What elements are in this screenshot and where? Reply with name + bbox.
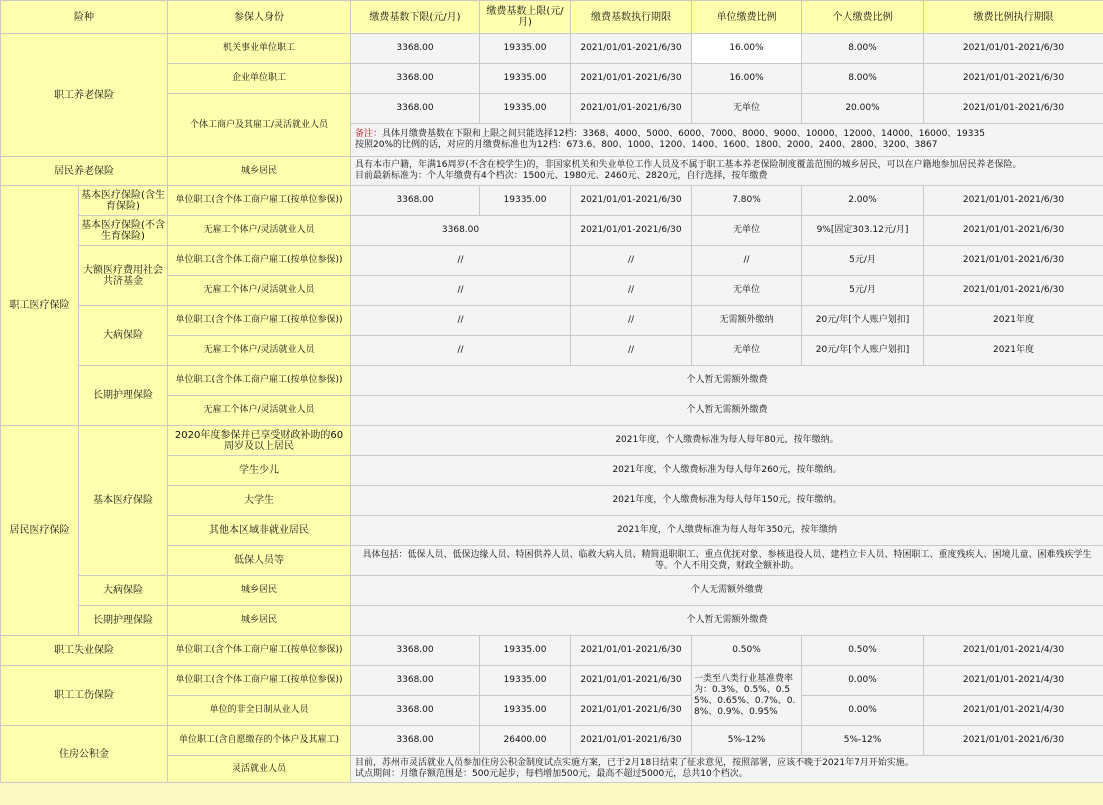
value-cell: 2021/01/01-2021/6/30 bbox=[924, 276, 1103, 306]
category-cell: 居民养老保险 bbox=[1, 157, 168, 186]
note-cell: 2021年度，个人缴费标准为每人每年80元，按年缴纳。 bbox=[351, 426, 1103, 456]
identity-cell: 城乡居民 bbox=[168, 606, 351, 636]
value-cell: 2021/01/01-2021/4/30 bbox=[924, 696, 1103, 726]
value-cell: // bbox=[351, 306, 571, 336]
header-cell: 缴费基数执行期限 bbox=[571, 1, 692, 34]
table-row bbox=[1, 366, 1103, 396]
value-cell: 2021/01/01-2021/4/30 bbox=[924, 666, 1103, 696]
value-cell: 2021年度 bbox=[924, 306, 1103, 336]
note-text: 目前最新标准为：个人年缴费有4个档次：1500元、1980元、2460元、2820元，自行选择，按年缴费 bbox=[355, 171, 768, 181]
value-cell: 0.50% bbox=[802, 636, 924, 666]
note-cell bbox=[351, 157, 1103, 186]
table-row bbox=[1, 306, 1103, 336]
value-cell: 2021/01/01-2021/6/30 bbox=[571, 94, 692, 124]
header-cell: 参保人身份 bbox=[168, 1, 351, 34]
value-cell: 3368.00 bbox=[351, 94, 480, 124]
value-cell: 16.00% bbox=[692, 34, 802, 64]
identity-cell: 城乡居民 bbox=[168, 157, 351, 186]
header-cell: 缴费基数下限(元/月) bbox=[351, 1, 480, 34]
value-cell: 2021/01/01-2021/6/30 bbox=[924, 94, 1103, 124]
value-cell: 5%-12% bbox=[802, 726, 924, 756]
category-cell: 居民医疗保险 bbox=[1, 426, 79, 636]
value-cell: 2021/01/01-2021/6/30 bbox=[571, 696, 692, 726]
table-row bbox=[1, 576, 1103, 606]
value-cell: 3368.00 bbox=[351, 64, 480, 94]
value-cell: // bbox=[351, 246, 571, 276]
table-row bbox=[1, 636, 1103, 666]
identity-cell: 大学生 bbox=[168, 486, 351, 516]
identity-cell: 单位的非全日制从业人员 bbox=[168, 696, 351, 726]
value-cell: 0.00% bbox=[802, 666, 924, 696]
value-cell: 2021/01/01-2021/6/30 bbox=[571, 186, 692, 216]
value-cell: 3368.00 bbox=[351, 216, 571, 246]
value-cell: 19335.00 bbox=[480, 34, 571, 64]
identity-cell: 城乡居民 bbox=[168, 576, 351, 606]
value-cell: 3368.00 bbox=[351, 34, 480, 64]
table-row bbox=[1, 246, 1103, 276]
value-cell: 19335.00 bbox=[480, 186, 571, 216]
value-cell: 19335.00 bbox=[480, 636, 571, 666]
note-cell bbox=[351, 756, 1103, 783]
category-cell: 住房公积金 bbox=[1, 726, 168, 783]
identity-cell: 机关事业单位职工 bbox=[168, 34, 351, 64]
value-cell: 2021/01/01-2021/6/30 bbox=[571, 666, 692, 696]
note-text: 具有本市户籍，年满16周岁(不含在校学生)的，非国家机关和失业单位工作人员及不属于职工基本养老保险制度覆盖范围的城乡居民，可以在户籍地参加居民养老保险。 bbox=[355, 160, 1022, 170]
value-cell: // bbox=[571, 336, 692, 366]
identity-cell: 单位职工(含个体工商户雇工(按单位参保)) bbox=[168, 636, 351, 666]
value-cell: 无单位 bbox=[692, 216, 802, 246]
value-cell: 2021/01/01-2021/6/30 bbox=[571, 216, 692, 246]
identity-cell: 无雇工个体户/灵活就业人员 bbox=[168, 396, 351, 426]
category-cell: 职工失业保险 bbox=[1, 636, 168, 666]
value-cell: 5元/月 bbox=[802, 276, 924, 306]
value-cell: 2021/01/01-2021/6/30 bbox=[571, 64, 692, 94]
value-cell: 无单位 bbox=[692, 276, 802, 306]
value-cell: 3368.00 bbox=[351, 186, 480, 216]
value-cell: 8.00% bbox=[802, 34, 924, 64]
note-cell: 个人暂无需额外缴费 bbox=[351, 366, 1103, 396]
value-cell: 2021/01/01-2021/6/30 bbox=[924, 246, 1103, 276]
identity-cell: 单位职工(含个体工商户雇工(按单位参保)) bbox=[168, 366, 351, 396]
value-cell: 3368.00 bbox=[351, 666, 480, 696]
table-row bbox=[1, 216, 1103, 246]
value-cell: 2021/01/01-2021/6/30 bbox=[571, 34, 692, 64]
value-cell: // bbox=[692, 246, 802, 276]
identity-cell: 个体工商户及其雇工/灵活就业人员 bbox=[168, 94, 351, 157]
identity-cell: 单位职工(含个体工商户雇工(按单位参保)) bbox=[168, 666, 351, 696]
subcategory-cell: 大病保险 bbox=[79, 576, 168, 606]
value-cell: 无需额外缴纳 bbox=[692, 306, 802, 336]
value-cell: 19335.00 bbox=[480, 666, 571, 696]
value-cell: 2021/01/01-2021/6/30 bbox=[924, 216, 1103, 246]
value-cell: 0.00% bbox=[802, 696, 924, 726]
value-cell: 20元/年[个人账户划扣] bbox=[802, 336, 924, 366]
category-cell: 职工养老保险 bbox=[1, 34, 168, 157]
value-cell: 无单位 bbox=[692, 94, 802, 124]
value-cell: // bbox=[571, 276, 692, 306]
subcategory-cell: 基本医疗保险 bbox=[79, 426, 168, 576]
value-cell: 2021/01/01-2021/6/30 bbox=[924, 726, 1103, 756]
identity-cell: 企业单位职工 bbox=[168, 64, 351, 94]
value-cell: 19335.00 bbox=[480, 64, 571, 94]
value-cell: // bbox=[351, 276, 571, 306]
value-cell: 20元/年[个人账户划扣] bbox=[802, 306, 924, 336]
note-text: 目前，苏州市灵活就业人员参加住房公积金制度试点实施方案，已于2月18日结束了征求意见，按照部署，应该不晚于2021年7月开始实施。 bbox=[355, 758, 914, 768]
note-cell: 2021年度，个人缴费标准为每人每年260元，按年缴纳。 bbox=[351, 456, 1103, 486]
value-cell: 2021/01/01-2021/6/30 bbox=[924, 186, 1103, 216]
subcategory-cell: 大病保险 bbox=[79, 306, 168, 366]
note-label: 备注： bbox=[355, 129, 383, 139]
value-cell: 3368.00 bbox=[351, 696, 480, 726]
category-cell: 职工工伤保险 bbox=[1, 666, 168, 726]
header-row bbox=[1, 1, 1103, 34]
identity-cell: 无雇工个体户/灵活就业人员 bbox=[168, 216, 351, 246]
identity-cell: 灵活就业人员 bbox=[168, 756, 351, 783]
value-cell: 2021年度 bbox=[924, 336, 1103, 366]
note-cell: 个人暂无需额外缴费 bbox=[351, 396, 1103, 426]
note-text: 按照20%的比例的话，对应的月缴费标准也为12档：673.6、800、1000、1200、1400、1600、1800、2000、2400、2800、3200、3867 bbox=[355, 140, 938, 150]
value-cell: 26400.00 bbox=[480, 726, 571, 756]
subcategory-cell: 大额医疗费用社会共济基金 bbox=[79, 246, 168, 306]
note-cell: 2021年度，个人缴费标准为每人每年350元，按年缴纳 bbox=[351, 516, 1103, 546]
table-row bbox=[1, 666, 1103, 696]
value-cell: 16.00% bbox=[692, 64, 802, 94]
identity-cell: 单位职工(含自愿缴存的个体户及其雇工) bbox=[168, 726, 351, 756]
subcategory-cell: 基本医疗保险(不含生育保险) bbox=[79, 216, 168, 246]
table-row bbox=[1, 426, 1103, 456]
value-cell: 19335.00 bbox=[480, 696, 571, 726]
table-row bbox=[1, 186, 1103, 216]
value-cell: 20.00% bbox=[802, 94, 924, 124]
value-cell: // bbox=[571, 246, 692, 276]
note-cell: 具体包括：低保人员、低保边缘人员、特困供养人员、临救大病人员、精简退职职工、重点优抚对象、参核退役人员、建档立卡人员、特困职工、重度残疾人、困境儿童、困难残疾学生等。个人不用交费，财政全额补助。 bbox=[351, 546, 1103, 576]
table-row bbox=[1, 157, 1103, 186]
value-cell: 2021/01/01-2021/6/30 bbox=[924, 64, 1103, 94]
header-cell: 缴费基数上限(元/月) bbox=[480, 1, 571, 34]
note-cell: 个人无需额外缴费 bbox=[351, 576, 1103, 606]
header-cell: 个人缴费比例 bbox=[802, 1, 924, 34]
value-cell: 5%-12% bbox=[692, 726, 802, 756]
identity-cell: 无雇工个体户/灵活就业人员 bbox=[168, 276, 351, 306]
identity-cell: 2020年度参保并已享受财政补助的60周岁及以上居民 bbox=[168, 426, 351, 456]
value-cell: 0.50% bbox=[692, 636, 802, 666]
value-cell: // bbox=[571, 306, 692, 336]
value-cell: 3368.00 bbox=[351, 636, 480, 666]
value-cell: 19335.00 bbox=[480, 94, 571, 124]
value-cell: 2.00% bbox=[802, 186, 924, 216]
value-cell: 2021/01/01-2021/6/30 bbox=[924, 34, 1103, 64]
identity-cell: 低保人员等 bbox=[168, 546, 351, 576]
subcategory-cell: 长期护理保险 bbox=[79, 606, 168, 636]
value-cell: 8.00% bbox=[802, 64, 924, 94]
value-cell: 7.80% bbox=[692, 186, 802, 216]
header-cell: 缴费比例执行期限 bbox=[924, 1, 1103, 34]
identity-cell: 学生少儿 bbox=[168, 456, 351, 486]
note-text: 试点期间：月缴存额范围是：500元起步，每档增加500元，最高不超过5000元，总共10个档次。 bbox=[355, 769, 748, 779]
table-row bbox=[1, 606, 1103, 636]
identity-cell: 单位职工(含个体工商户雇工(按单位参保)) bbox=[168, 246, 351, 276]
note-cell: 2021年度，个人缴费标准为每人每年150元，按年缴纳。 bbox=[351, 486, 1103, 516]
identity-cell: 单位职工(含个体工商户雇工(按单位参保)) bbox=[168, 186, 351, 216]
identity-cell: 其他本区域非就业居民 bbox=[168, 516, 351, 546]
value-cell: 一类至八类行业基准费率为：0.3%、0.5%、0.55%、0.65%、0.7%、0.8%、0.9%、0.95% bbox=[692, 666, 802, 726]
value-cell: 5元/月 bbox=[802, 246, 924, 276]
value-cell: // bbox=[351, 336, 571, 366]
subcategory-cell: 基本医疗保险(含生育保险) bbox=[79, 186, 168, 216]
value-cell: 2021/01/01-2021/4/30 bbox=[924, 636, 1103, 666]
note-cell: 个人暂无需额外缴费 bbox=[351, 606, 1103, 636]
category-cell: 职工医疗保险 bbox=[1, 186, 79, 426]
value-cell: 无单位 bbox=[692, 336, 802, 366]
identity-cell: 单位职工(含个体工商户雇工(按单位参保)) bbox=[168, 306, 351, 336]
note-cell bbox=[351, 124, 1103, 157]
value-cell: 2021/01/01-2021/6/30 bbox=[571, 636, 692, 666]
identity-cell: 无雇工个体户/灵活就业人员 bbox=[168, 336, 351, 366]
header-cell: 单位缴费比例 bbox=[692, 1, 802, 34]
subcategory-cell: 长期护理保险 bbox=[79, 366, 168, 426]
header-cell: 险种 bbox=[1, 1, 168, 34]
value-cell: 2021/01/01-2021/6/30 bbox=[571, 726, 692, 756]
note-text: 具体月缴费基数在下限和上限之间只能选择12档：3368、4000、5000、6000、7000、8000、9000、10000、12000、14000、16000、19335 bbox=[382, 129, 985, 139]
value-cell: 9%[固定303.12元/月] bbox=[802, 216, 924, 246]
table-row bbox=[1, 34, 1103, 64]
table-row bbox=[1, 726, 1103, 756]
value-cell: 3368.00 bbox=[351, 726, 480, 756]
